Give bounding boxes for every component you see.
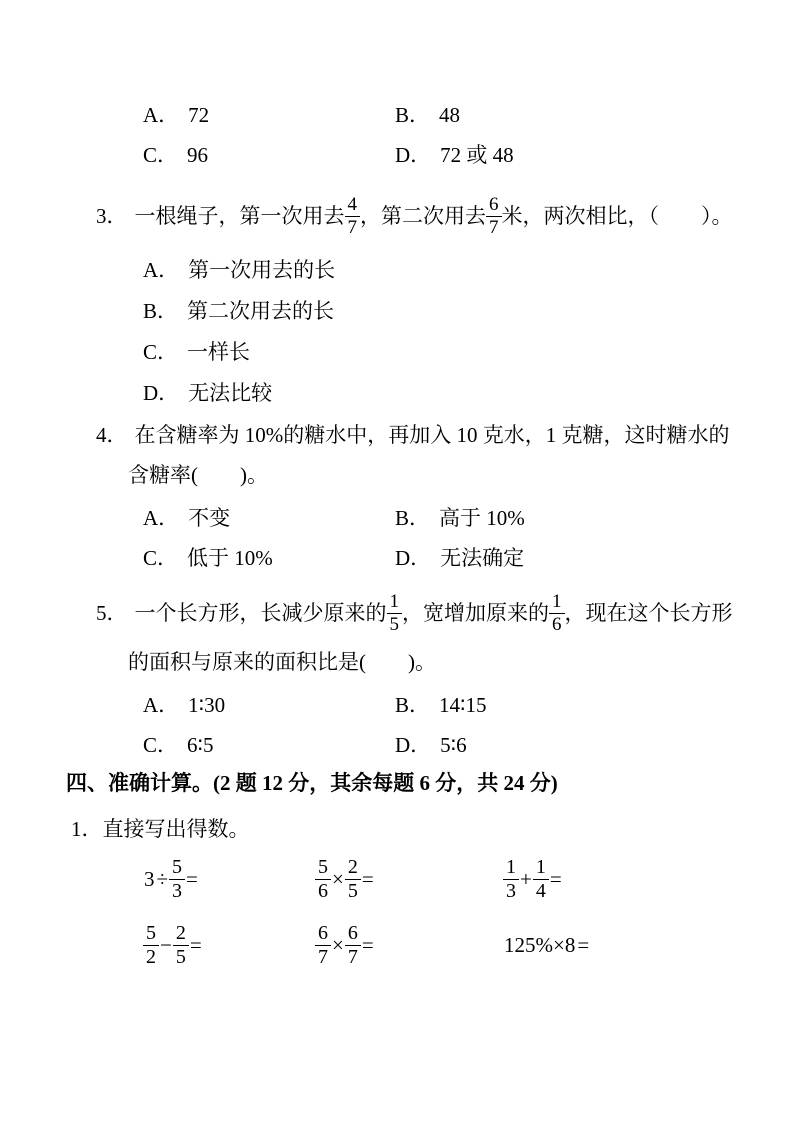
option-label: A． <box>143 258 180 282</box>
q5-option-c <box>143 734 213 756</box>
equals-sign: = <box>549 867 562 891</box>
question-number: 5． <box>96 601 128 625</box>
option-text: 无法比较 <box>188 381 273 405</box>
fraction-denominator: 5 <box>389 613 399 635</box>
expression-5-2-minus-2-5 <box>143 916 203 974</box>
fraction <box>533 857 549 902</box>
fraction-denominator: 4 <box>535 879 546 902</box>
option-text: 72 <box>188 103 210 127</box>
equals-sign: = <box>361 867 374 891</box>
fraction-numerator: 6 <box>345 923 361 946</box>
fraction-denominator: 6 <box>552 613 562 635</box>
option-label: B． <box>395 103 431 127</box>
option-text: 第二次用去的长 <box>187 299 335 323</box>
multiply-operator: × <box>332 867 344 891</box>
fraction-denominator: 3 <box>506 879 516 902</box>
option-label: D． <box>395 546 432 570</box>
q2-option-c <box>143 144 208 166</box>
fraction-numerator: 6 <box>315 923 331 946</box>
expression-text: 125%×8 <box>504 933 576 957</box>
option-text: 72 或 48 <box>440 143 514 167</box>
question-number: 4． <box>96 423 128 447</box>
option-label: A． <box>143 506 180 530</box>
fraction <box>345 857 361 902</box>
q4-option-a <box>143 507 230 529</box>
q5-fraction-1 <box>387 592 403 635</box>
option-text: 96 <box>187 143 209 167</box>
fraction-denominator: 7 <box>347 216 357 238</box>
fraction <box>173 923 189 968</box>
question-number: 3． <box>96 204 128 228</box>
fraction-numerator: 6 <box>486 195 502 217</box>
q2-option-b <box>395 104 460 126</box>
q5-stem-text-1: 一个长方形，长减少原来的 <box>134 601 387 625</box>
q4-stem-text-2: 含糖率( )。 <box>128 463 268 487</box>
q4-option-c <box>143 547 273 569</box>
q3-stem-text-3: 米，两次相比，（ ）。 <box>501 204 733 228</box>
q5-option-d <box>395 734 467 756</box>
fraction-denominator: 7 <box>318 945 328 968</box>
fraction-denominator: 2 <box>146 945 156 968</box>
q4-stem-line1 <box>96 424 730 446</box>
option-text: 5∶6 <box>440 733 467 757</box>
fraction <box>315 923 331 968</box>
minus-operator: − <box>160 933 172 957</box>
equals-sign: = <box>577 933 590 957</box>
option-label: B． <box>395 506 431 530</box>
section-4-item-1 <box>71 818 250 840</box>
fraction-denominator: 5 <box>175 945 186 968</box>
option-text: 1∶30 <box>188 693 226 717</box>
operand: 3 <box>144 867 155 891</box>
fraction-numerator: 1 <box>387 592 403 614</box>
q2-option-a <box>143 104 209 126</box>
option-text: 高于 10% <box>439 506 525 530</box>
q3-fraction-1 <box>345 195 361 238</box>
fraction-numerator: 2 <box>173 923 189 946</box>
option-text: 一样长 <box>187 340 251 364</box>
expression-125-percent-times-8 <box>503 916 590 974</box>
fraction <box>169 857 185 902</box>
multiply-operator: × <box>332 933 344 957</box>
section-heading-text: 四、准确计算。(2 题 12 分，其余每题 6 分，共 24 分) <box>66 771 558 795</box>
option-label: B． <box>143 299 179 323</box>
q3-option-b <box>143 300 334 322</box>
fraction <box>143 923 159 968</box>
equals-sign: = <box>186 867 198 891</box>
q4-option-b <box>395 507 525 529</box>
fraction-denominator: 6 <box>318 879 328 902</box>
fraction <box>345 923 361 968</box>
option-text: 48 <box>439 103 461 127</box>
option-text: 6∶5 <box>187 733 214 757</box>
fraction-numerator: 4 <box>345 195 361 217</box>
equals-sign: = <box>189 933 202 957</box>
q3-fraction-2 <box>486 195 502 238</box>
q3-stem-text-2: ，第二次用去 <box>360 204 486 228</box>
q4-option-d <box>395 547 524 569</box>
fraction-numerator: 1 <box>533 857 549 880</box>
option-text: 14∶15 <box>439 693 487 717</box>
fraction-denominator: 7 <box>489 216 499 238</box>
fraction-denominator: 7 <box>347 945 358 968</box>
q5-stem-text-4: 的面积与原来的面积比是( )。 <box>128 650 436 674</box>
option-label: C． <box>143 143 179 167</box>
q5-stem-text-2: ，宽增加原来的 <box>402 601 549 625</box>
option-text: 无法确定 <box>440 546 525 570</box>
expression-6-7-times-6-7 <box>315 916 375 974</box>
q5-stem-line1 <box>96 584 733 642</box>
fraction-numerator: 1 <box>549 592 565 614</box>
fraction-denominator: 5 <box>347 879 358 902</box>
option-label: D． <box>395 143 432 167</box>
option-label: A． <box>143 693 180 717</box>
fraction <box>315 857 331 902</box>
plus-operator: + <box>520 867 532 891</box>
expression-5-6-times-2-5 <box>315 850 375 908</box>
equals-sign: = <box>361 933 374 957</box>
option-label: C． <box>143 546 179 570</box>
fraction <box>503 857 519 902</box>
q3-stem <box>96 187 733 245</box>
option-label: D． <box>395 733 432 757</box>
q5-fraction-2 <box>549 592 565 635</box>
option-label: C． <box>143 340 179 364</box>
expression-1-3-plus-1-4 <box>503 850 563 908</box>
q3-stem-text-1: 一根绳子，第一次用去 <box>134 204 345 228</box>
option-label: B． <box>395 693 431 717</box>
fraction-numerator: 5 <box>169 857 185 880</box>
expression-3-div-5-3 <box>143 850 199 908</box>
q5-stem-line2 <box>128 651 436 673</box>
fraction-numerator: 2 <box>345 857 361 880</box>
fraction-numerator: 5 <box>143 923 159 946</box>
q4-stem-text-1: 在含糖率为 10%的糖水中，再加入 10 克水，1 克糖，这时糖水的 <box>134 423 730 447</box>
item-1-label: 1．直接写出得数。 <box>71 817 250 841</box>
q2-option-d <box>395 144 514 166</box>
divide-operator: ÷ <box>156 867 169 891</box>
option-text: 不变 <box>188 506 231 530</box>
q3-option-c <box>143 341 250 363</box>
fraction-numerator: 5 <box>315 857 331 880</box>
option-label: D． <box>143 381 180 405</box>
q5-option-b <box>395 694 486 716</box>
option-label: C． <box>143 733 179 757</box>
fraction-denominator: 3 <box>172 879 183 902</box>
fraction-numerator: 1 <box>503 857 519 880</box>
q3-option-a <box>143 259 335 281</box>
q4-stem-line2 <box>128 464 268 486</box>
option-label: A． <box>143 103 180 127</box>
q5-stem-text-3: ，现在这个长方形 <box>564 601 733 625</box>
q5-option-a <box>143 694 225 716</box>
option-text: 低于 10% <box>187 546 273 570</box>
q3-option-d <box>143 382 272 404</box>
option-text: 第一次用去的长 <box>188 258 336 282</box>
section-4-heading <box>66 772 558 794</box>
